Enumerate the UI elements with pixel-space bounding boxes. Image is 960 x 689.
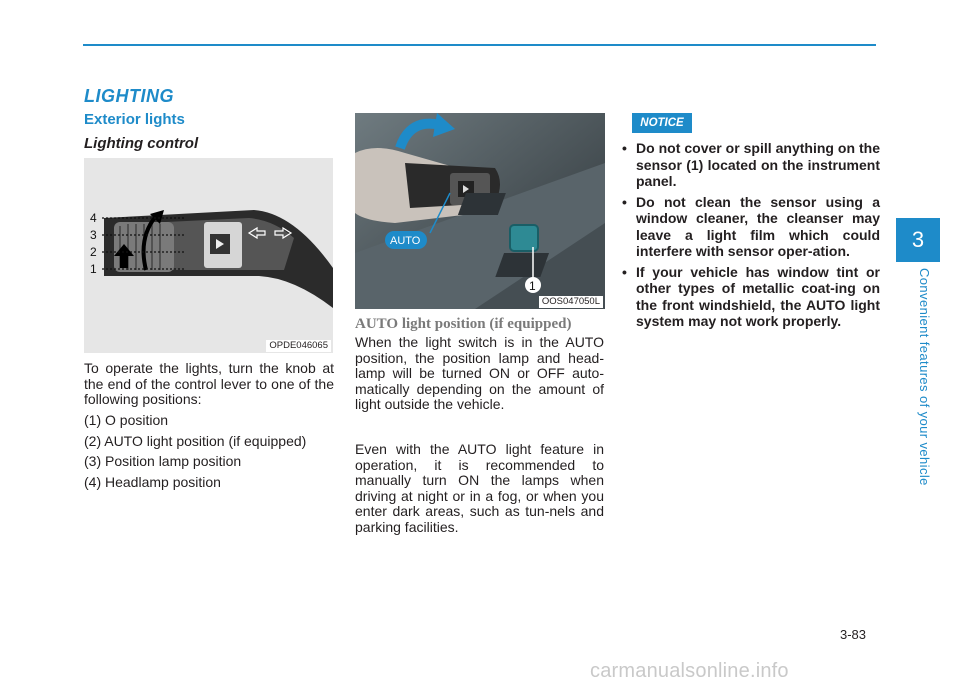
auto-light-illustration — [355, 113, 605, 309]
notice-item — [622, 264, 880, 330]
section-title: LIGHTING — [84, 86, 174, 106]
watermark: carmanualsonline.info — [590, 660, 789, 682]
bullet-icon: • — [622, 140, 627, 156]
position-item-2: (2) AUTO light position (if equipped) — [84, 433, 307, 449]
figure2-caption: OOS047050L — [539, 296, 603, 308]
lever-figure — [84, 158, 333, 353]
notice-item — [622, 194, 880, 260]
page-number: 3-83 — [840, 627, 867, 642]
position-item-3: (3) Position lamp position — [84, 453, 242, 469]
auto-light-figure — [355, 113, 605, 309]
top-rule — [83, 44, 876, 46]
subheading: Exterior lights — [84, 111, 185, 128]
bullet-icon: • — [622, 263, 627, 280]
position-label-2: 2 — [90, 245, 97, 259]
position-label-4: 4 — [90, 211, 97, 225]
position-label-1: 1 — [90, 262, 97, 276]
notice-item-text: If your vehicle has window tint or other types of metallic coat-ing on the front windshield, the AUTO light system may not work properly. — [636, 263, 880, 329]
auto-label: AUTO — [390, 235, 421, 247]
figure1-caption: OPDE046065 — [266, 340, 331, 352]
notice-list — [622, 140, 880, 334]
auto-heading: AUTO light position (if equipped) — [355, 316, 572, 332]
position-label-3: 3 — [90, 228, 97, 242]
position-item-1: (1) O position — [84, 412, 169, 428]
chapter-title: Convenient features of your vehicle — [917, 268, 932, 486]
chapter-tab: 3 — [896, 218, 940, 262]
notice-badge: NOTICE — [632, 113, 692, 133]
notice-item-text: Do not clean the sensor using a window cleaner, the cleanser may leave a light film which could interfere with sensor oper-ation. — [636, 193, 880, 259]
sensor-label: 1 — [529, 279, 536, 293]
subsubheading: Lighting control — [84, 135, 199, 152]
bullet-icon: • — [622, 193, 627, 210]
lever-illustration — [84, 158, 333, 353]
intro-paragraph: To operate the lights, turn the knob at the end of the control lever to one of the following positions: — [84, 360, 334, 407]
auto-paragraph-2: Even with the AUTO light feature in operation, it is recommended to manually turn ON the lamps when driving at night or in a fog, or when you enter dark areas, such as tun-nels and parking facilities. — [355, 441, 604, 535]
position-item-4: (4) Headlamp position — [84, 474, 221, 490]
auto-paragraph-1: When the light switch is in the AUTO position, the position lamp and head-lamp will be turned ON or OFF auto-matically depending on the amount of light outside the vehicle. — [355, 334, 604, 412]
notice-item-text: Do not cover or spill anything on the sensor (1) located on the instrument panel. — [636, 140, 880, 189]
notice-item — [622, 140, 880, 190]
